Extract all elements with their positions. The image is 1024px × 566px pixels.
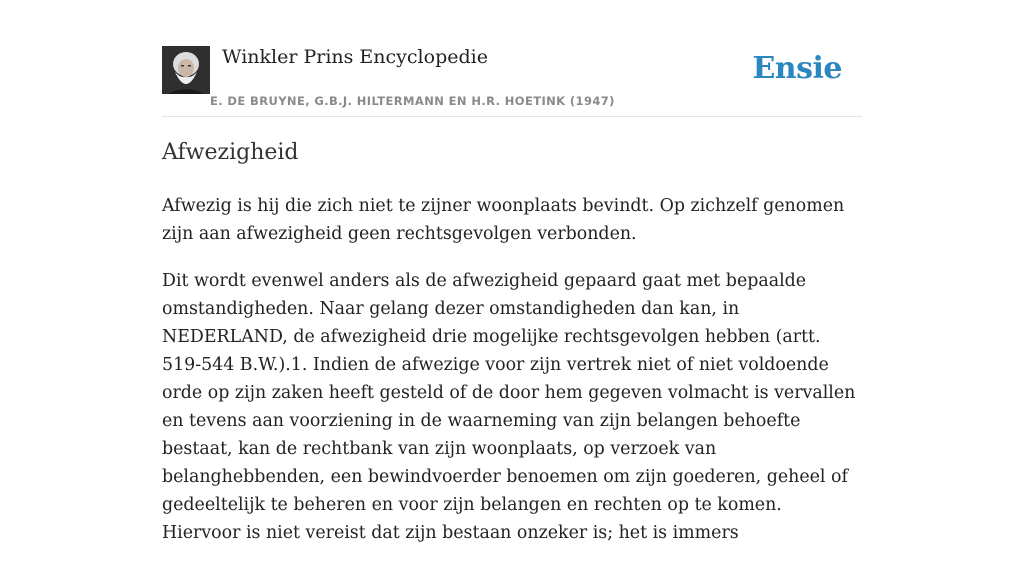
book-title[interactable]: Winkler Prins Encyclopedie xyxy=(222,46,488,68)
entry-body xyxy=(162,192,862,566)
author-avatar[interactable] xyxy=(162,46,210,94)
book-authors: E. DE BRUYNE, G.B.J. HILTERMANN EN H.R. HOETINK (1947) xyxy=(210,94,615,108)
entry-title: Afwezigheid xyxy=(162,140,299,165)
book-header xyxy=(162,0,862,117)
author-portrait-icon xyxy=(162,46,210,94)
ensie-logo-link[interactable]: Ensie xyxy=(752,51,842,86)
page-content xyxy=(162,0,862,543)
entry-paragraph: Dit wordt evenwel anders als de afwezigheid gepaard gaat met bepaalde omstandigheden. Naar gelang dezer omstandigheden dan kan, in NEDERLAND, de afwezigheid drie mogelijke rechtsgevolgen hebben (artt. 519-544 B.W.).1. Indien de afwezige voor zijn vertrek niet of niet voldoende orde op zijn zaken heeft gesteld of de door hem gegeven volmacht is vervallen en tevens aan voorziening in de waarneming van zijn belangen behoefte bestaat, kan de rechtbank van zijn woonplaats, op verzoek van belanghebbenden, een bewindvoerder benoemen om zijn goederen, geheel of gedeeltelijk te beheren en voor zijn belangen en rechten op te komen. Hiervoor is niet vereist dat zijn bestaan onzeker is; het is immers xyxy=(162,271,856,543)
entry-paragraph: Afwezig is hij die zich niet te zijner woonplaats bevindt. Op zichzelf genomen zijn aan afwezigheid geen rechtsgevolgen verbonden. xyxy=(162,196,845,244)
